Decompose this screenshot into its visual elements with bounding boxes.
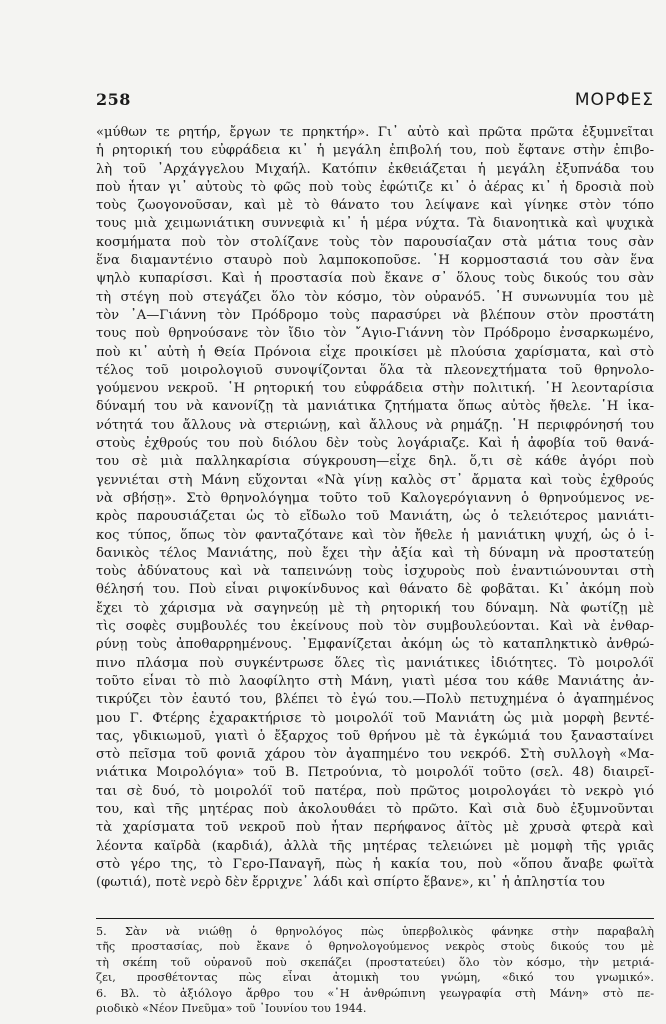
body-text-line: δύναμή του νὰ κανονίζῃ τὰ μανιάτικα ζητήματα ὅπως αὐτὸς ἤθελε. ῾Η ἱκα- [96, 399, 654, 415]
body-text-line: γεννιέται στὴ Μάνη εὔχονται «Νὰ γίνῃ καλὸς στ᾿ ἄρματα καὶ τοὺς ἐχθρούς [96, 472, 654, 488]
body-text-line: τικρύζει τὸν ἑαυτό του, βλέπει τὸ ἐγώ του.—Πολὺ πετυχημένα ὁ ἀγαπημένος [96, 692, 654, 708]
footnotes [96, 924, 654, 1016]
footnote-line: ριοδικὸ «Νέον Πνεῦμα» τοῦ ᾿Ιουνίου του 1944. [96, 1002, 367, 1016]
body-text-line: στὸ πεῖσμα τοῦ φονιᾶ χάρου τὸν ἀγαπημένο του νεκρό6. Στὴ συλλογὴ «Μα- [96, 747, 654, 763]
body-text-line: τοῦτο εἶναι τὸ πιὸ λαοφίλητο στὴ Μάνη, γιατὶ μέσα του κάθε Μανιάτης ἀν- [96, 673, 654, 689]
body-text-line: τους μιὰ χειμωνιάτικη συννεφιὰ κι᾿ ἡ μέρα νύχτα. Τὰ διανοητικὰ καὶ ψυχικὰ [96, 216, 654, 232]
body-text-line: στοὺς ἐχθρούς του ποὺ διόλου δὲν τοὺς λογάριαζε. Καὶ ἡ ἀφοβία τοῦ θανά- [96, 436, 654, 452]
body-text-line: τὴ στέγη ποὺ στεγάζει ὅλο τὸν κόσμο, τὸν οὐρανό5. ῾Η συνωνυμία του μὲ [96, 289, 654, 305]
body-text-line: του, καὶ τῆς μητέρας ποὺ ἀκολουθάει τὸ πρῶτο. Καὶ σιὰ δυὸ ἐξυμνοῦνται [96, 801, 654, 817]
body-text-line: τὸν ᾿Α—Γιάννη τὸν Πρόδρομο τοὺς παρασύρει νὰ βλέπουν στὸν προστάτη [96, 307, 654, 323]
body-text-line: στὸ γέρο της, τὸ Γερο-Παναγῆ, πὼς ἡ κακία του, ποὺ «ὅπου ἄναβε φωϊτὰ [96, 856, 654, 872]
body-text-line: κος τύπος, ὅπως τὸν φανταζότανε καὶ τὸν ἤθελε ἡ μανιάτικη ψυχή, ὡς ὁ ἰ- [96, 527, 654, 543]
footnote-line: 6. Βλ. τὸ ἀξιόλογο ἄρθρο του «῾Η ἀνθρώπινη γεωγραφία στὴ Μάνη» στὸ πε- [96, 986, 654, 1000]
body-text-line: ρύνῃ τοὺς ἀποθαρρημένους. ᾿Εμφανίζεται ἀκόμη ὡς τὸ καταπληκτικὸ ἀνθρώ- [96, 637, 654, 653]
footnote-line: τὴ σκέπη τοῦ οὐρανοῦ ποὺ σκεπάζει (προστατεύει) ὅλο τὸν κόσμο, τὴν μετριά- [96, 955, 654, 969]
body-text-line: θέλησή του. Ποὺ εἶναι ριψοκίνδυνος καὶ θάνατο δὲ φοβᾶται. Κι᾿ ἀκόμη ποὺ [96, 582, 654, 598]
body-text-line: λὴ τοῦ ᾿Αρχάγγελου Μιχαήλ. Κατόπιν ἐκθειάζεται ἡ μεγάλη ἐξυπνάδα του [96, 161, 654, 177]
body-text-line: τους ποὺ θρηνούσανε τὸν ἴδιο τὸν ῎Αγιο-Γιάννη τὸν Πρόδρομο ἐνσαρκωμένο, [96, 326, 654, 342]
body-text-line: τοὺς ἀδύνατους καὶ νὰ ταπεινώνῃ τοὺς ἰσχυροὺς ποὺ ἐναντιώνουνται στὴ [96, 564, 654, 580]
body-text-line: «μύθων τε ρητήρ, ἔργων τε πρηκτήρ». Γι᾿ αὐτὸ καὶ πρῶτα πρῶτα ἐξυμνεῖται [96, 125, 654, 140]
body-text-line: ἡ ρητορική του εὐφράδεια κι᾿ ἡ μεγάλη ἐπιβολή του, ποὺ ἔφτανε στὴν ἐπιβο- [96, 143, 654, 159]
footnote-line: 5. Σὰν νὰ νιώθῃ ὁ θρηνολόγος πὼς ὑπερβολικὸς φάνηκε στὴν παραβαλὴ [96, 925, 654, 938]
footnote-line: τῆς προστασίας, ποὺ ἔκανε ὁ θρηνολογούμενος νεκρὸς στοὺς δικούς του μὲ [96, 940, 654, 954]
body-text-line: ἕνα διαμαντένιο σταυρὸ ποὺ λαμποκοποῦσε. ῾Η κορμοστασιά του σὰν ἕνα [96, 253, 654, 269]
footnote-divider [96, 918, 654, 919]
body-text-line: δανικὸς τέλος Μανιάτης, ποὺ ἔχει τὴν ἀξία καὶ τὴ δύναμη νὰ προστατεύῃ [96, 545, 654, 561]
body-text-line: (φωτιά), ποτὲ νερὸ δὲν ἔρριχνε᾿ λάδι καὶ σπίρτο ἔβανε», κι᾿ ἡ ἀπληστία του [96, 875, 605, 891]
body-text-line: μου Γ. Φτέρης ἐχαρακτήρισε τὸ μοιρολόϊ τοῦ Μανιάτη ὡς μιὰ μορφὴ βεντέ- [96, 710, 654, 726]
body-text-line: τὶς σοφὲς συμβουλές του ἐκείνους ποὺ τὸν συμβουλεύονται. Καὶ νὰ ἐνθαρ- [96, 619, 654, 635]
body-text-line: νότητά του ἄλλους νὰ στεριώνῃ, καὶ ἄλλους νὰ ρημάζῃ. ῾Η περιφρόνησή του [96, 417, 654, 433]
body-text-line: ται σὲ δυό, τὸ μοιρολόϊ τοῦ πατέρα, ποὺ πρῶτος μοιρολογάει τὸ νεκρὸ γιό [96, 783, 654, 799]
running-title: ΜΟΡΦΕΣ [574, 90, 654, 110]
body-text-line: λέοντα καϊρδὰ (καρδιά), ἀλλὰ τῆς μητέρας τελειώνει μὲ μομφὴ τῆς γριᾶς [96, 838, 654, 854]
body-text-line: νιάτικα Μοιρολόγια» τοῦ Β. Πετρούνια, τὸ μοιρολόϊ τοῦτο (σελ. 48) διαιρεῖ- [96, 765, 654, 781]
body-text-line: πινο πλάσμα ποὺ συγκέντρωσε ὅλες τὶς μανιάτικες ἰδιότητες. Τὸ μοιρολόϊ [96, 655, 654, 671]
body-text-line: γούμενου νεκροῦ. ῾Η ρητορική του εὐφράδεια στὴν πολιτική. ῾Η λεονταρίσια [96, 381, 654, 397]
body-paragraph [96, 124, 654, 892]
body-text-line: κοσμήματα ποὺ τὸν στολίζανε τοὺς τὸν παρουσίαζαν στὰ μάτια τους σὰν [96, 234, 654, 250]
body-text-line: τας, γδικιωμοῦ, γιατὶ ὁ ἔξαρχος τοῦ θρήνου μὲ τὰ ἐγκώμιά του ξανασταίνει [96, 728, 654, 744]
body-text-line: του σὲ μιὰ παλληκαρίσια σύγκρουση—εἶχε δηλ. ὅ,τι σὲ κάθε ἀγόρι ποὺ [96, 454, 654, 470]
body-text-line: ψηλὸ κυπαρίσσι. Καὶ ἡ προστασία ποὺ ἔκανε σ᾿ ὅλους τοὺς δικούς του σὰν [96, 271, 654, 287]
body-text-line: ἔχει τὸ χάρισμα νὰ σαγηνεύῃ μὲ τὴ ρητορική του δύναμη. Νὰ φωτίζῃ μὲ [96, 600, 654, 616]
body-text-line: νὰ σβήσῃ». Στὸ θρηνολόγημα τοῦτο τοῦ Καλογερόγιαννη ὁ θρηνούμενος νε- [96, 490, 654, 506]
footnote-line: ζει, προσθέτοντας πὼς εἶναι ἀτομικὴ του γνώμη, «δικό του γνωμικό». [96, 971, 654, 985]
body-text-line: τέλος τοῦ μοιρολογιοῦ συνοψίζονται ὅλα τὰ πλεονεχτήματα τοῦ θρηνολο- [96, 362, 654, 378]
body-text-line: ποὺ κι᾿ αὐτὴ ἡ Θεία Πρόνοια εἶχε προικίσει μὲ πλούσια χαρίσματα, καὶ στὸ [96, 344, 654, 360]
body-text-line: ποὺ ἦταν γι᾿ αὐτοὺς τὸ φῶς ποὺ τοὺς ἐφώτιζε κι᾿ ὁ ἀέρας κι᾿ ἡ δροσιὰ ποὺ [96, 179, 654, 195]
page-header [96, 90, 654, 116]
page-number: 258 [96, 90, 131, 109]
body-text-line: τοὺς ζωογονοῦσαν, καὶ μὲ τὸ θάνατο του λείψανε καὶ γίνηκε στὸν τόπο [96, 198, 654, 214]
body-text-line: τὰ χαρίσματα τοῦ νεκροῦ ποὺ ἦταν περήφανος ἀϊτὸς μὲ χρυσὰ φτερὰ καὶ [96, 820, 654, 836]
body-text-line: κρὸς παρουσιάζεται ὡς τὸ εἴδωλο τοῦ Μανιάτη, ὡς ὁ τελειότερος μανιάτι- [96, 509, 654, 525]
